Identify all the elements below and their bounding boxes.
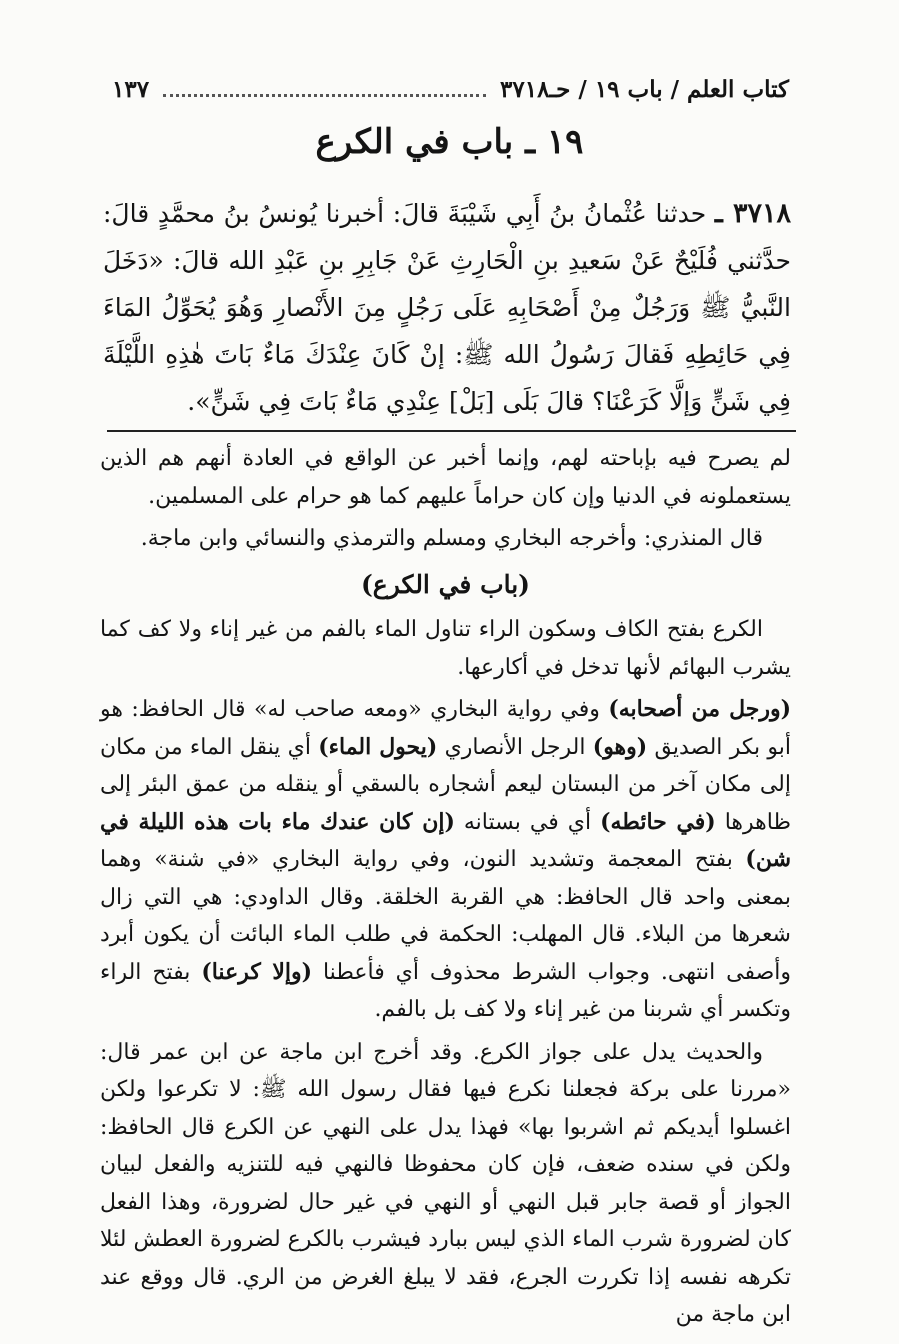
lemma: (وإلا كرعنا): [201, 958, 313, 985]
running-header: [112, 72, 789, 106]
gloss: أي في بستانه: [454, 809, 601, 835]
gloss: بفتح المعجمة وتشديد النون، وفي رواية البخاري «في شنة» وهما بمعنى واحد قال الحافظ: هي القربة الخلقة. وقال الداودي: هي التي زال شعرها من البلاء. قال المهلب: الحكمة في طلب الماء البائت أن يكون أبرد وأصفى انتهى. وجواب الشرط محذوف أي فأعطنا: [100, 847, 791, 985]
commentary-paragraph-3: الكرع بفتح الكاف وسكون الراء تناول الماء بالفم من غير إناء ولا كف كما يشرب البهائم لأنها تدخل في أكارعها.: [100, 617, 791, 680]
chapter-heading: ١٩ ـ باب في الكرع: [315, 122, 584, 162]
running-title: كتاب العلم / باب ١٩ / حـ٣٧١٨: [500, 75, 789, 103]
commentary-block: [100, 440, 791, 1339]
lemma: (إن كان عندك ماء بات هذه الليلة في شن): [100, 808, 791, 872]
lemma: (ورجل من أصحابه): [608, 696, 792, 722]
gloss: بفتح الراء وتكسر أي شربنا من غير إناء ولا كف بل بالفم.: [100, 959, 791, 1022]
header-dot-leader: [163, 94, 486, 97]
commentary-subheading: (باب في الكرع): [360, 569, 531, 599]
lemma: (في حائطه): [600, 808, 716, 835]
commentary-paragraph-5: والحديث يدل على جواز الكرع. وقد أخرج ابن ماجة عن ابن عمر قال: «مررنا على بركة فجعلنا نكرع فيها فقال رسول الله ﷺ: لا تكرعوا ولكن اغسلوا أيديكم ثم اشربوا بها» فهذا يدل على النهي عن الكرع قال الحافظ: ولكن في سنده ضعف، فإن كان محفوظا فالنهي فيه للتنزيه والفعل لبيان الجواز أو قصة جابر قبل النهي أو النهي في غير حال لضرورة، وهذا الفعل كان لضرورة شرب الماء الذي ليس ببارد فيشرب بالكرع لضرورة العطش لئلا تكرهه نفسه إذا تكررت الجرع، فقد لا يبلغ الغرض من الري. قال ووقع عند ابن ماجة من: [100, 1039, 792, 1327]
commentary-paragraph-1: لم يصرح فيه بإباحته لهم، وإنما أخبر عن الواقع في العادة أنهم هم الذين يستعملونه في الدنيا وإن كان حراماً عليهم كما هو حرام على المسلمين.: [100, 446, 791, 509]
hadith-number: ٣٧١٨ ـ: [714, 198, 791, 229]
hadith-body: حدثنا عُثْمانُ بنُ أَبِي شَيْبَةَ قالَ: أخبرنا يُونسُ بنُ محمَّدٍ قالَ: حدَّثني فُلَيْحٌ عَنْ سَعيدِ بنِ الْحَارِثِ عَنْ جَابِرِ بنِ عَبْدِ الله قالَ: «دَخَلَ النَّبيُّ ﷺ وَرَجُلٌ مِنْ أَصْحَابِهِ عَلَى رَجُلٍ مِنَ الأَنْصارِ وَهُوَ يُحَوِّلُ المَاءَ فِي حَائِطِهِ فَقالَ رَسُولُ الله ﷺ: إنْ كَانَ عِنْدَكَ مَاءٌ بَاتَ هٰذِهِ اللَّيْلَةَ فِي شَنٍّ وَإلَّا كَرَعْنَا؟ قالَ بَلَى [بَلْ] عِنْدِي مَاءٌ بَاتَ فِي شَنٍّ».: [103, 199, 791, 416]
gloss: الرجل الأنصاري: [437, 734, 593, 760]
lemma: (وهو): [592, 733, 648, 760]
commentary-paragraph-4: [100, 691, 791, 1029]
gloss: أي ينقل الماء من مكان إلى مكان آخر من البستان ليعم أشجاره بالسقي أو ينقله من عمق البئر إلى ظاهرها: [100, 734, 791, 835]
gloss: وفي رواية البخاري «ومعه صاحب له» قال الحافظ: هو أبو بكر الصديق: [100, 697, 791, 760]
footnote-separator: [107, 430, 796, 432]
lemma: (يحول الماء): [318, 733, 438, 760]
commentary-paragraph-2: قال المنذري: وأخرجه البخاري ومسلم والترمذي والنسائي وابن ماجة.: [140, 526, 763, 551]
hadith-text-block: [103, 190, 791, 425]
page-number: ١٣٧: [112, 75, 150, 103]
